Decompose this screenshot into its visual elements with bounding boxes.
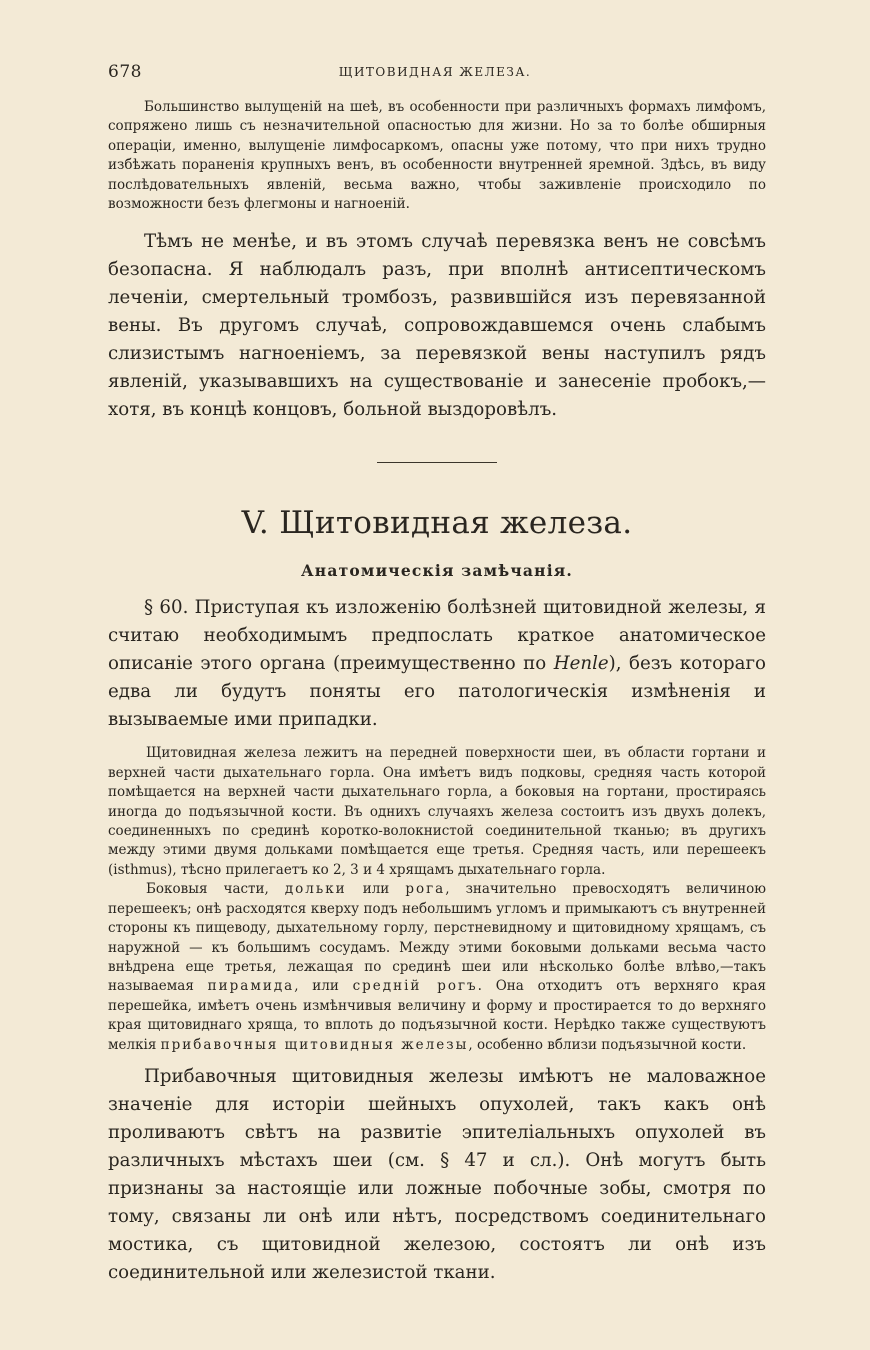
running-head: ЩИТОВИДНАЯ ЖЕЛЕЗА. [338, 65, 532, 79]
paragraph-text: § 60. Приступая къ изложенію болѣзней щитовидной железы, я считаю необходимымъ предпослать краткое анатомическое описаніе этого органа (преимущественно по [108, 597, 766, 675]
paragraph-text: . Она отходитъ отъ верхняго края перешейка, имѣетъ очень измѣнчивыя величину и форму и простирается то до верхняго края щитовиднаго хряща, то вплоть до подъязычной кости. Нерѣдко также существуютъ мелкія [108, 978, 767, 1053]
spaced-term: пирамида [207, 978, 295, 995]
paragraph-large-3: Прибавочныя щитовидныя железы имѣютъ не маловажное значеніе для исторіи шейныхъ опухолей, такъ какъ онѣ проливаютъ свѣтъ на развитіе эпителіальныхъ опухолей въ различныхъ мѣстахъ шеи (см. § 47 и сл.). Онѣ могутъ быть признаны за настоящіе или ложные побочные зобы, смотря по тому, связаны ли онѣ или нѣтъ, посредствомъ соединительнаго мостика, съ щитовидной железою, состоятъ ли онѣ изъ соединительной или железистой ткани. [108, 1065, 766, 1283]
paragraph-text: Боковыя части, [146, 881, 285, 898]
paragraph-text: , особенно вблизи подъязычной кости. [468, 1036, 747, 1053]
spaced-term: прибавочныя щитовидныя железы [160, 1036, 469, 1053]
paragraph-large-1: Тѣмъ не менѣе, и въ этомъ случаѣ перевязка венъ не совсѣмъ безопасна. Я наблюдалъ разъ, при вполнѣ антисептическомъ леченіи, смертельный тромбозъ, развившійся изъ перевязанной вены. Въ другомъ случаѣ, сопровождавшемся очень слабымъ слизистымъ нагноеніемъ, за перевязкой вены наступилъ рядъ явленій, указывавшихъ на существованіе и занесеніе пробокъ,— хотя, въ концѣ концовъ, больной выздоровѣлъ. [108, 231, 766, 421]
spaced-term: рога [405, 881, 446, 898]
paragraph-text: ), безъ котораго едва ли будутъ поняты его патологическія измѣненія и вызываемые ими припадки. [108, 653, 766, 731]
paragraph-text: , или [294, 978, 353, 995]
section-divider [377, 462, 497, 463]
section-title: V. Щитовидная железа. [241, 505, 633, 542]
paragraph-large-2 [108, 594, 766, 734]
spaced-term: дольки [284, 881, 347, 898]
paragraph-small-2: Щитовидная железа лежитъ на передней поверхности шеи, въ области гортани и верхней части дыхательнаго горла. Она имѣетъ видъ подковы, средняя часть которой помѣщается на верхней части дыхательнаго горла, а боковыя на гортани, простираясь иногда до подъязычной кости. Въ однихъ случаяхъ железа состоитъ изъ двухъ долекъ, соединенныхъ по срединѣ коротко-волокнистой соединительной тканью; въ другихъ между этими двумя дольками помѣщается еще третья. Средняя часть, или перешеекъ (isthmus), тѣсно прилегаетъ ко 2, 3 и 4 хрящамъ дыхательнаго горла. [108, 745, 766, 878]
page-number: 678 [108, 62, 142, 82]
subsection-title: Анатомическія замѣчанія. [300, 561, 574, 581]
paragraph-small-1: Большинство вылущеній на шеѣ, въ особенности при различныхъ формахъ лимфомъ, сопряжено лишь съ незначительной опасностью для жизни. Но за то болѣе обширныя операціи, именно, вылущеніе лимфосаркомъ, опасны уже потому, что при нихъ трудно избѣжать пораненія крупныхъ венъ, въ особенности внутренней яремной. Здѣсь, въ виду послѣдовательныхъ явленій, весьма важно, чтобы заживленіе происходило по возможности безъ флегмоны и нагноеній. [108, 99, 766, 213]
page-body [108, 98, 766, 1287]
paragraph-text: , значительно превосходятъ величиною перешеекъ; онѣ расходятся кверху подъ небольшимъ угломъ и примыкаютъ съ внутренней стороны къ пищеводу, дыхательному горлу, перстневидному и щитовидному хрящамъ, съ наружной — къ большимъ сосудамъ. Между этими боковыми дольками весьма часто внѣдрена еще третья, лежащая по срединѣ шеи или нѣсколько болѣе влѣво,—такъ называемая [108, 881, 766, 995]
paragraph-small-3 [108, 880, 766, 1055]
author-name: Henle [553, 653, 609, 675]
spaced-term: средній рогъ [352, 978, 478, 995]
paragraph-text: или [346, 881, 406, 898]
page-header [108, 62, 762, 84]
